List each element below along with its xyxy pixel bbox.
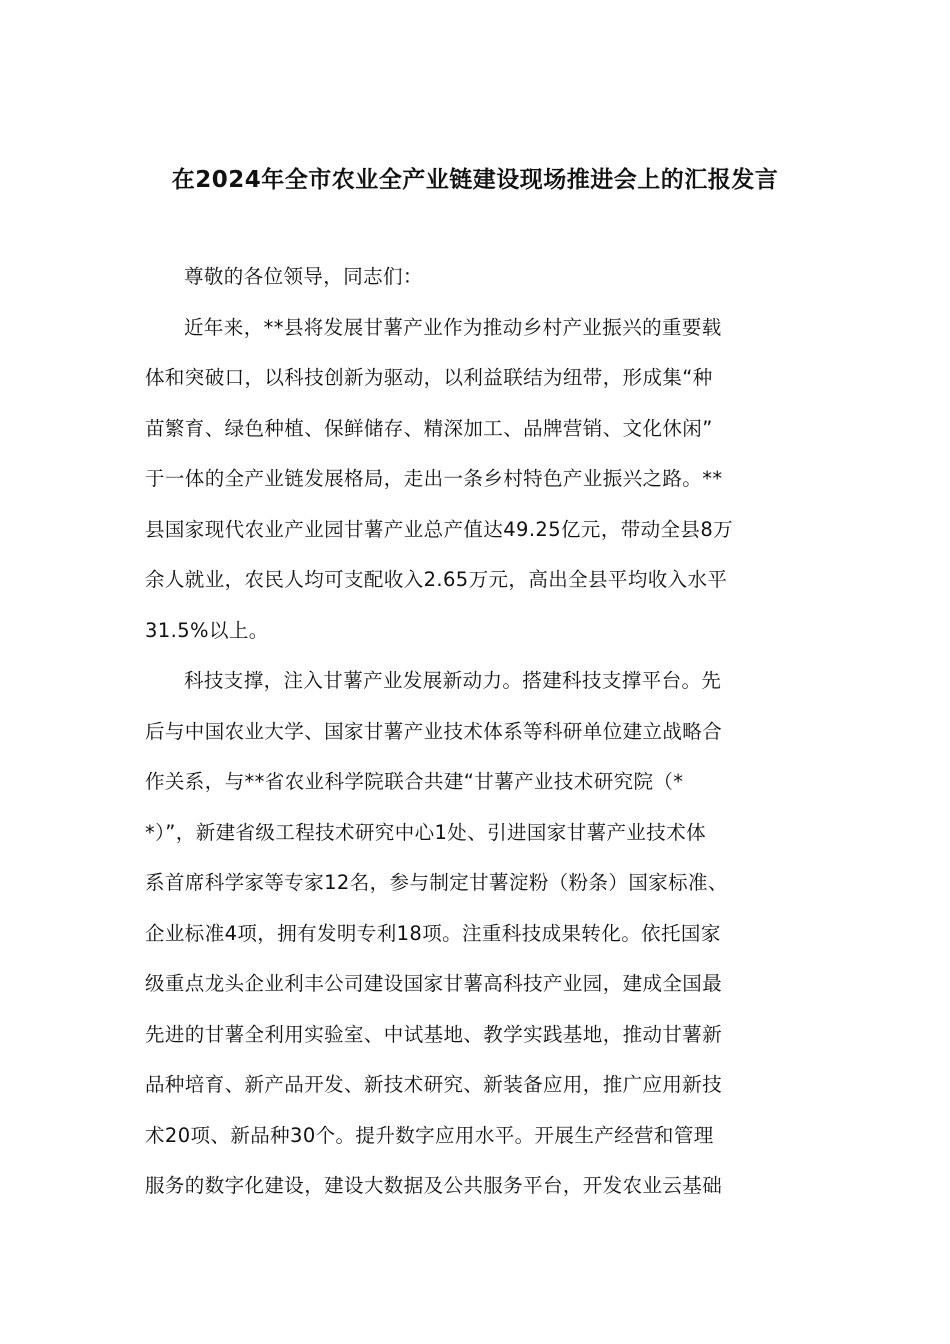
paragraph-line: 品种培育、新产品开发、新技术研究、新装备应用，推广应用新技 (145, 1073, 723, 1096)
paragraph-line: 作关系，与**省农业科学院联合共建“甘薯产业技术研究院（* (145, 770, 684, 793)
paragraph-line: 级重点龙头企业利丰公司建设国家甘薯高科技产业园，建成全国最 (145, 972, 723, 995)
paragraph-line: 体和突破口，以科技创新为驱动，以利益联结为纽带，形成集“种 (145, 366, 713, 389)
paragraph-line: *）”，新建省级工程技术研究中心1处、引进国家甘薯产业技术体 (145, 820, 707, 844)
paragraph-line: 近年来，**县将发展甘薯产业作为推动乡村产业振兴的重要载 (184, 315, 722, 339)
paragraph-line: 后与中国农业大学、国家甘薯产业技术体系等科研单位建立战略合 (145, 719, 723, 743)
paragraph-tech-support (145, 656, 805, 1212)
paragraph-line: 术20项、新品种30个。提升数字应用水平。开展生产经营和管理 (145, 1123, 714, 1147)
document-body (145, 252, 805, 1212)
paragraph-intro (145, 303, 805, 657)
paragraph-line: 服务的数字化建设，建设大数据及公共服务平台，开发农业云基础 (145, 1174, 723, 1197)
paragraph-line: 系首席科学家等专家12名，参与制定甘薯淀粉（粉条）国家标准、 (145, 871, 728, 894)
paragraph-line: 苗繁育、绿色种植、保鲜储存、精深加工、品牌营销、文化休闲” (145, 416, 713, 440)
paragraph-line: 企业标准4项，拥有发明专利18项。注重科技成果转化。依托国家 (145, 921, 721, 945)
paragraph-line: 余人就业，农民人均可支配收入2.65万元，高出全县平均收入水平 (145, 568, 728, 591)
paragraph-line: 先进的甘薯全利用实验室、中试基地、教学实践基地，推动甘薯新 (145, 1022, 723, 1046)
document-title: 在2024年全市农业全产业链建设现场推进会上的汇报发言 (171, 167, 779, 193)
paragraph-line: 科技支撑，注入甘薯产业发展新动力。搭建科技支撑平台。先 (184, 669, 722, 692)
salutation: 尊敬的各位领导，同志们： (184, 265, 423, 288)
paragraph-line: 于一体的全产业链发展格局，走出一条乡村特色产业振兴之路。** (145, 467, 723, 490)
paragraph-line: 31.5%以上。 (145, 618, 269, 642)
paragraph-line: 县国家现代农业产业园甘薯产业总产值达49.25亿元，带动全县8万 (145, 517, 734, 541)
